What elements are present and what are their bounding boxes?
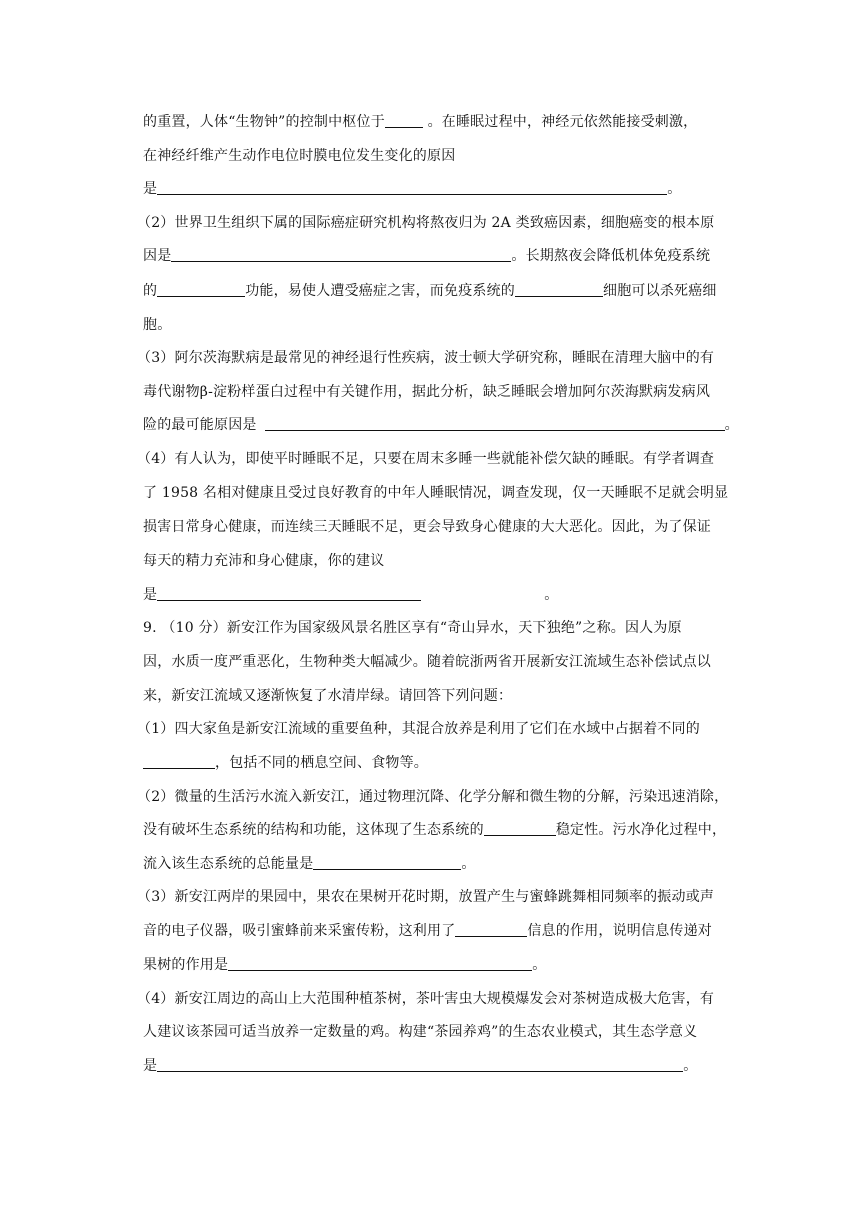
q8-sub2-line-4: 胞。: [143, 317, 172, 333]
q9-sub2-line-1: （2）微量的生活污水流入新安江，通过物理沉降、化学分解和微生物的分解，污染迅速消除，: [137, 789, 729, 805]
q8-sub2-line-2: [143, 246, 743, 266]
answer-blank[interactable]: [157, 586, 421, 601]
q8-sub4-line-1: （4）有人认为，即使平时睡眠不足，只要在周末多睡一些就能补偿欠缺的睡眠。有学者调查: [137, 451, 715, 467]
q9-sub3-line-1: （3）新安江两岸的果园中，果农在果树开花时期，放置产生与蜜蜂跳舞相同频率的振动或声: [137, 889, 715, 905]
text: 。: [461, 856, 476, 872]
text: ，包括不同的栖息空间、食物等。: [215, 755, 428, 771]
text: 的: [143, 283, 158, 299]
q9-sub1-line-2: [143, 753, 743, 773]
text: 是: [143, 587, 158, 603]
q9-sub3-line-3: [143, 955, 743, 975]
q8-line-2: 在神经纤维产生动作电位时膜电位发生变化的原因: [143, 148, 456, 164]
q9-sub4-line-3: [143, 1056, 743, 1076]
q8-sub4-line-5: [143, 585, 743, 605]
text: 稳定性。污水净化过程中，: [555, 822, 727, 838]
text: 险的最可能原因是: [143, 417, 257, 433]
text: 因是: [143, 248, 172, 264]
answer-blank[interactable]: [313, 855, 461, 870]
q8-line-1: [143, 112, 743, 132]
text: 音的电子仪器，吸引蜜蜂前来采蜜传粉，这利用了: [143, 923, 456, 939]
q8-line-3: [143, 179, 743, 199]
q8-sub3-line-1: （3）阿尔茨海默病是最常见的神经退行性疾病，波士顿大学研究称，睡眠在清理大脑中的有: [137, 350, 715, 366]
q9-intro-line-2: 因，水质一度严重恶化，生物种类大幅减少。随着皖浙两省开展新安江流域生态补偿试点以: [143, 654, 711, 670]
text: 。: [544, 587, 559, 603]
text: 。: [667, 181, 682, 197]
q9-sub4-line-2: 人建议该茶园可适当放养一定数量的鸡。构建“茶园养鸡”的生态农业模式，其生态学意义: [143, 1024, 698, 1040]
q9-intro-line-3: 来，新安江流域又逐渐恢复了水清岸绿。请回答下列问题：: [143, 688, 513, 704]
q8-sub4-line-4: 每天的精力充沛和身心健康，你的建议: [143, 553, 385, 569]
q8-sub4-line-2: 了 1958 名相对健康且受过良好教育的中年人睡眠情况，调查发现，仅一天睡眠不足就会明显: [143, 485, 729, 501]
text: 。在睡眠过程中，神经元依然能接受刺激，: [422, 114, 698, 130]
text: 是: [143, 181, 158, 197]
q9-sub4-line-1: （4）新安江周边的高山上大范围种植茶树，茶叶害虫大规模爆发会对茶树造成极大危害，有: [137, 991, 715, 1007]
answer-blank[interactable]: [228, 956, 532, 971]
text: 的重置，人体“生物钟”的控制中枢位于: [143, 114, 385, 130]
q9-sub2-line-3: [143, 854, 743, 874]
answer-blank[interactable]: [157, 1057, 683, 1072]
text: 。: [532, 957, 547, 973]
text: 。: [683, 1058, 698, 1074]
text: 细胞可以杀死癌细: [603, 283, 717, 299]
answer-blank[interactable]: [484, 821, 556, 836]
answer-blank[interactable]: [157, 282, 245, 297]
answer-blank[interactable]: [455, 922, 527, 937]
answer-blank[interactable]: [157, 180, 667, 195]
text: 果树的作用是: [143, 957, 229, 973]
q9-sub2-line-2: [143, 820, 743, 840]
answer-blank[interactable]: [265, 416, 725, 431]
answer-blank[interactable]: [171, 247, 511, 262]
text: 是: [143, 1058, 158, 1074]
text: 信息的作用，说明信息传递对: [527, 923, 713, 939]
q9-sub3-line-2: [143, 921, 743, 941]
q8-sub4-line-3: 损害日常身心健康，而连续三天睡眠不足，更会导致身心健康的大大恶化。因此，为了保证: [143, 519, 711, 535]
text: 。: [724, 417, 739, 433]
text: 流入该生态系统的总能量是: [143, 856, 314, 872]
text: 。长期熬夜会降低机体免疫系统: [511, 248, 711, 264]
q8-sub2-line-3: [143, 281, 743, 301]
answer-blank[interactable]: [515, 282, 603, 297]
q9-sub1-line-1: （1）四大家鱼是新安江流域的重要鱼种，其混合放养是利用了它们在水域中占据着不同的: [137, 721, 700, 737]
q8-sub3-line-2: 毒代谢物β-淀粉样蛋白过程中有关键作用，据此分析，缺乏睡眠会增加阿尔茨海默病发病风: [143, 384, 711, 400]
q9-heading: 9. （10 分）新安江作为国家级风景名胜区享有“奇山异水，天下独绝”之称。因人为原: [143, 620, 682, 636]
text: 功能，易使人遭受癌症之害，而免疫系统的: [245, 283, 516, 299]
q8-sub3-line-3: [143, 415, 743, 435]
answer-blank[interactable]: [143, 754, 215, 769]
answer-blank[interactable]: [385, 113, 423, 128]
text: 没有破坏生态系统的结构和功能，这体现了生态系统的: [143, 822, 484, 838]
q8-sub2-line-1: （2）世界卫生组织下属的国际癌症研究机构将熬夜归为 2A 类致癌因素，细胞癌变的根本原: [137, 215, 715, 231]
